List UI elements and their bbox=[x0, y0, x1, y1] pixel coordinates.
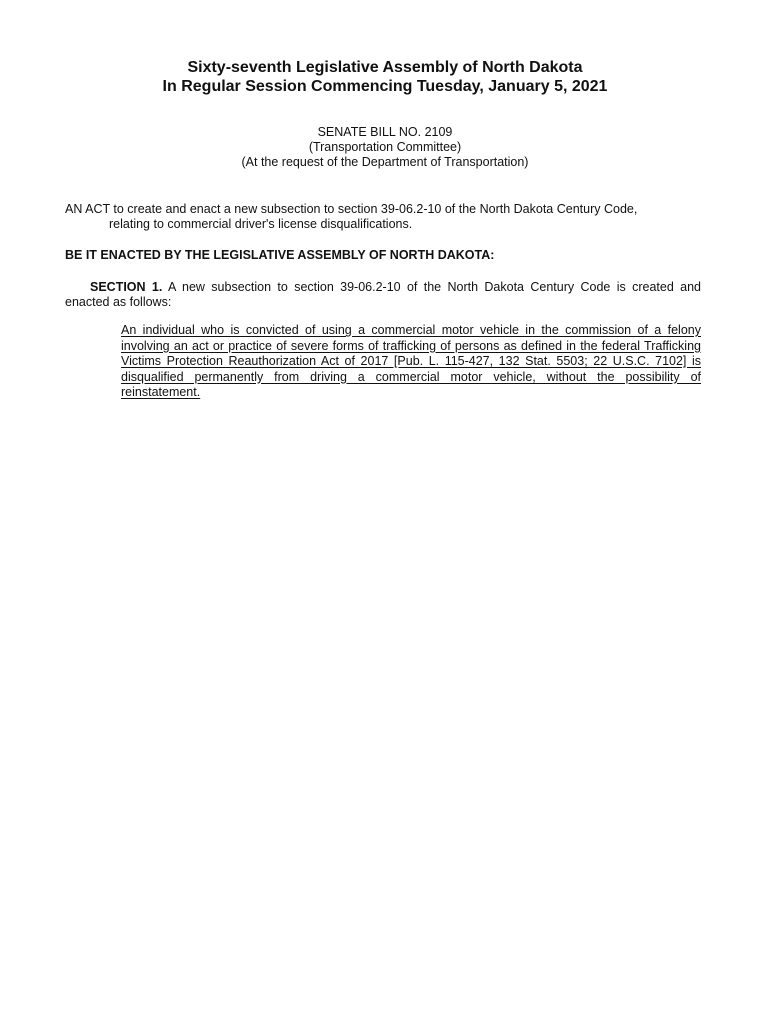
bill-number: SENATE BILL NO. 2109 bbox=[317, 125, 453, 139]
act-line-1: AN ACT to create and enact a new subsection to section 39-06.2-10 of the North Dakota Century Code, bbox=[65, 202, 638, 216]
title-line-2: In Regular Session Commencing Tuesday, January 5, 2021 bbox=[162, 78, 608, 95]
bill-request: (At the request of the Department of Transportation) bbox=[241, 155, 529, 169]
section-text: A new subsection to section 39-06.2-10 of the North Dakota Century Code is created and enacted as follows: bbox=[65, 280, 701, 309]
act-line-2: relating to commercial driver's license disqualifications. bbox=[109, 217, 413, 231]
act-title bbox=[65, 202, 701, 232]
bill-identification bbox=[0, 125, 770, 170]
title-line-1: Sixty-seventh Legislative Assembly of North Dakota bbox=[187, 59, 583, 76]
section-1 bbox=[65, 280, 701, 310]
new-subsection-text: An individual who is convicted of using a commercial motor vehicle in the commission of a felony involving an act or practice of severe forms of trafficking of persons as defined in the federal Trafficking Victims Protection Reauthorization Act of 2017 [Pub. L. 115-427, 132 Stat. 5503; 22 U.S.C. 7102] is disqualified permanently from driving a commercial motor vehicle, without the possibility of reinstatement. bbox=[121, 323, 701, 399]
bill-committee: (Transportation Committee) bbox=[308, 140, 462, 154]
section-heading: SECTION 1. bbox=[90, 280, 163, 294]
enacting-clause: BE IT ENACTED BY THE LEGISLATIVE ASSEMBLY OF NORTH DAKOTA: bbox=[65, 248, 495, 262]
document-title bbox=[0, 58, 770, 96]
